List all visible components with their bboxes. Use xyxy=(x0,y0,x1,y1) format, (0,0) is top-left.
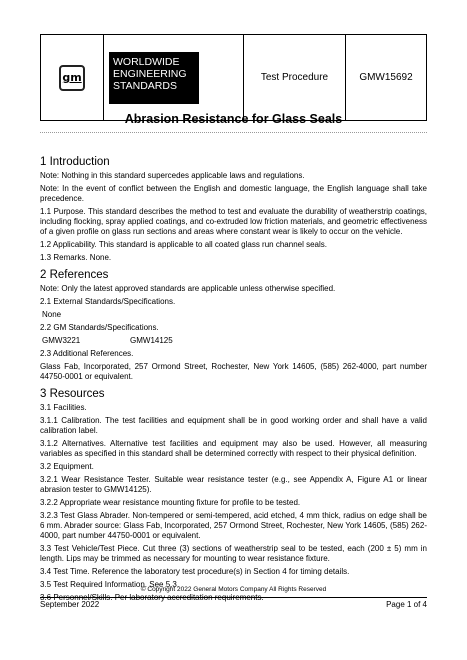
gm-standard-item: GMW14125 xyxy=(130,336,173,345)
paragraph: 1.2 Applicability. This standard is applicable to all coated glass run channel seals. xyxy=(40,240,327,249)
document-header xyxy=(40,34,427,121)
standards-line-3: STANDARDS xyxy=(113,79,177,92)
page-number: Page 1 of 4 xyxy=(386,600,427,609)
footer-date: September 2022 xyxy=(40,600,100,609)
paragraph: 3.2.2 Appropriate wear resistance mounting fixture for profile to be tested. xyxy=(40,498,301,507)
doc-number: GMW15692 xyxy=(359,72,413,83)
paragraph: 3.2.1 Wear Resistance Tester. Suitable wear resistance tester (e.g., see Appendix A, Figure A1 or linear abrasion tester to GMW14125). xyxy=(40,475,427,494)
paragraph: 3.4 Test Time. Reference the laboratory test procedure(s) in Section 4 for timing details. xyxy=(40,567,350,576)
worldwide-engineering-standards-badge xyxy=(109,52,199,104)
section-heading-resources: 3 Resources xyxy=(40,388,105,400)
title-divider xyxy=(40,132,427,133)
section-heading-introduction: 1 Introduction xyxy=(40,156,110,168)
gm-logo-icon: gm xyxy=(59,65,85,91)
paragraph: 2.2 GM Standards/Specifications. xyxy=(40,323,159,332)
paragraph: 3.1.1 Calibration. The test facilities and equipment shall be in good working order and shall have a valid calibration label. xyxy=(40,416,427,435)
paragraph: 3.6 Personnel/Skills. Per laboratory accreditation requirements. xyxy=(40,593,264,602)
paragraph: 1.1 Purpose. This standard describes the method to test and evaluate the durability of weatherstrip coatings, including flocking, spray applied coatings, and co-extruded low friction materials, and geometric effectiveness of a given profile on glass run sections and areas where constant wear is likely to occur on the vehicle. xyxy=(40,207,427,236)
document-title: Abrasion Resistance for Glass Seals xyxy=(124,112,343,126)
paragraph: 3.5 Test Required Information. See 5.3. xyxy=(40,580,180,589)
footer-divider xyxy=(40,597,427,598)
document-body xyxy=(40,152,427,606)
doc-type: Test Procedure xyxy=(244,35,346,120)
standards-line-1: WORLDWIDE xyxy=(113,55,180,68)
paragraph: 3.2.3 Test Glass Abrader. Non-tempered or semi-tempered, acid etched, 4 mm thick, radius on edge shall be 6 mm. Abrader source: Glass Fab, Incorporated, 257 Ormond Street, Rochester, New York 14605, (585) 262-4000, part number 44750-0001 or equivalent. xyxy=(40,511,427,540)
paragraph: Note: Only the latest approved standards are applicable unless otherwise specified. xyxy=(40,284,336,293)
section-heading-references: 2 References xyxy=(40,269,109,281)
gm-standards-list xyxy=(40,336,427,346)
logo-cell xyxy=(41,35,104,120)
paragraph: 3.2 Equipment. xyxy=(40,462,94,471)
paragraph: Note: Nothing in this standard supercedes applicable laws and regulations. xyxy=(40,171,305,180)
paragraph: 3.3 Test Vehicle/Test Piece. Cut three (3) sections of weatherstrip seal to be tested, each (200 ± 5) mm in length. Lips may be trimmed as necessary for mounting to wear resistance fixture. xyxy=(40,544,427,563)
paragraph: 3.1 Facilities. xyxy=(40,403,87,412)
paragraph: 2.3 Additional References. xyxy=(40,349,134,358)
standards-cell xyxy=(104,35,244,120)
paragraph: None xyxy=(42,310,62,319)
standards-line-2: ENGINEERING xyxy=(113,67,187,80)
copyright-notice: © Copyright 2022 General Motors Company All Rights Reserved xyxy=(140,586,327,593)
paragraph: Glass Fab, Incorporated, 257 Ormond Street, Rochester, New York 14605, (585) 262-4000, part number 44750-0001 or equivalent. xyxy=(40,362,427,381)
paragraph: 3.1.2 Alternatives. Alternative test facilities and equipment may also be used. However, all measuring variables as specified in this standard shall be determined correctly with respect to their physical definition. xyxy=(40,439,427,458)
paragraph: 1.3 Remarks. None. xyxy=(40,253,112,262)
gm-standard-item: GMW3221 xyxy=(42,336,81,345)
paragraph: Note: In the event of conflict between the English and domestic language, the English language shall take precedence. xyxy=(40,184,427,203)
paragraph: 2.1 External Standards/Specifications. xyxy=(40,297,176,306)
